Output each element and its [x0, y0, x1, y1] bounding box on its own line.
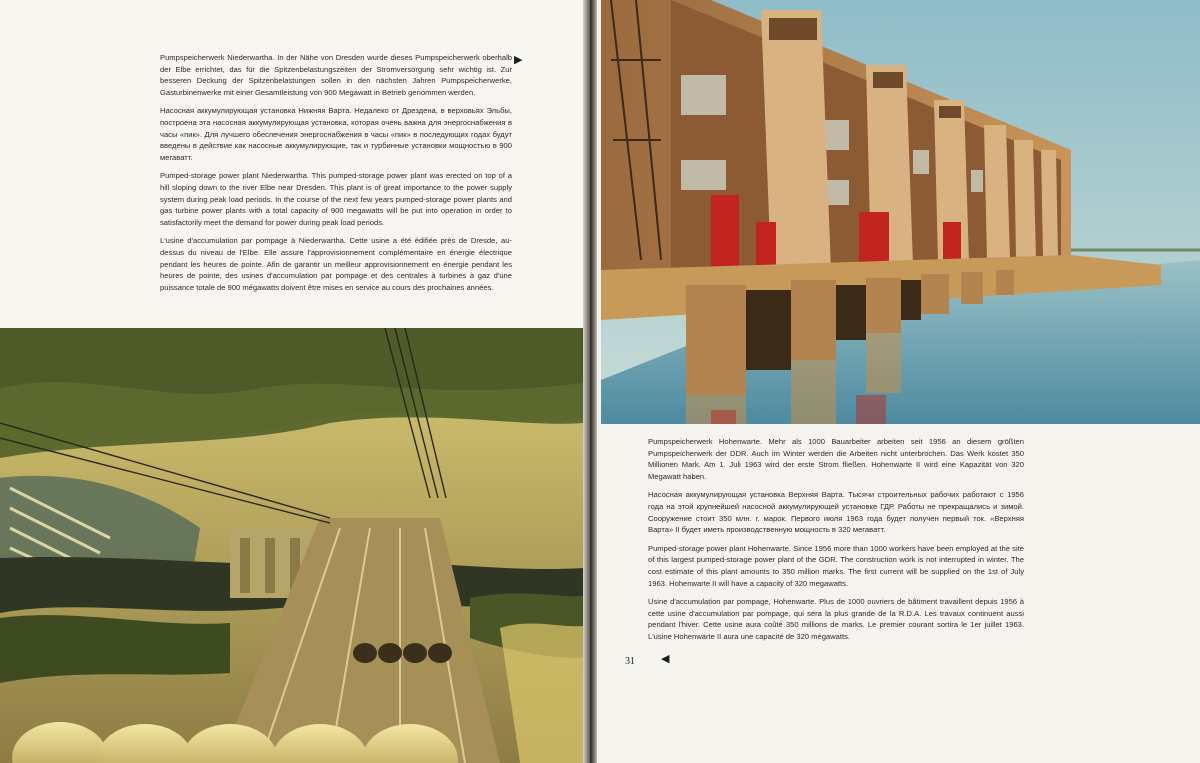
left-paragraph-french: L'usine d'accumulation par pompage à Niederwartha. Cette usine a été édifiée près de Dresde, au-dessus du niveau de l'Elbe. Elle assure l'approvisionnement complémentaire en énergie électrique pendant les heures de pointe. Afin de garantir un meilleur approvisionnement en énergie pendant les heures de pointe, des usines d'accumulation par pompage et des centrales à turbines à gaz d'une puissance totale de 900 mégawatts doivent être mises en service au cours des prochaines années.: [160, 236, 512, 292]
right-text-column: [648, 436, 1024, 650]
right-paragraph-french: Usine d'accumulation par pompage, Hohenwarte. Plus de 1000 ouvriers de bâtiment travaillent depuis 1956 à cette usine d'accumulation par pompage, qui sera la plus grande de la R.D.A. Les travaux continuent aussi pendant l'hiver. Cette usine aura coûté 350 millions de marks. Le premier courant sortira le 1er juillet 1963. L'usine Hohenwarte II aura une capacité de 320 mégawatts.: [648, 597, 1024, 641]
triangle-right-icon: ▶: [514, 54, 523, 66]
book-gutter: [583, 0, 597, 763]
page-number: 31: [625, 656, 635, 667]
right-paragraph-german: Pumpspeicherwerk Hohenwarte. Mehr als 1000 Bauarbeiter arbeiten seit 1956 an diesem größten Pumpspeicherwerk der DDR. Auch im Winter werden die Arbeiten nicht unterbrochen. Das Werk kostet 350 Millionen Mark. Am 1. Juli 1963 wird der erste Strom fließen. Hohenwarte II wird eine Kapazität von 320 Megawatt haben.: [648, 437, 1024, 481]
right-paragraph-english: Pumped-storage power plant Hohenwarte. Since 1956 more than 1000 workers have been employed at the site of this largest pumped-storage power plant of the GDR. The construction work is not interrupted in winter. The cost estimate of this plant amounts to 350 million marks. The first current will be supplied on the 1st of July 1963. Hohenwarte II will have a capacity of 320 megawatts.: [648, 543, 1024, 588]
left-paragraph-english: Pumped-storage power plant Niederwartha. This pumped-storage power plant was erected on top of a hill sloping down to the river Elbe near Dresden. This plant is of great importance to the power supply system during peak load periods. In the course of the next few years pumped-storage power plants and gas turbine power plants with a total capacity of 900 megawatts will be put into operation in order to satisfactorily meet the demand for power during peak load periods.: [160, 171, 512, 227]
left-paragraph-russian: Насосная аккумулирующая установка Нижняя Варта. Недалеко от Дрездена, в верховьях Эльбы, построена эта насосная аккумулирующая установка, которая очень важна для энергоснабжения в часы «пик». Для лучшего обеспечения энергоснабжения в часы «пик» в последующих годах будут введены в действие как насосные аккумулирующие, так и турбинные установки мощностью в 900 мегаватт.: [160, 106, 512, 162]
left-paragraph-german: Pumpspeicherwerk Niederwartha. In der Nähe von Dresden wurde dieses Pumpspeicherwerk oberhalb der Elbe errichtet, das für die Spitzenbelastungszeiten der Stromversorgung sehr wichtig ist. Zur besseren Deckung der Spitzenbelastungen sollen in den nächsten Jahren Pumpspeicherwerke, Gasturbinenwerke mit einer Gesamtleistung von 900 Megawatt in Betrieb genommen werden.: [160, 53, 512, 97]
photo-niederwartha-plant: [601, 0, 1200, 424]
left-text-column: [160, 52, 512, 300]
triangle-left-icon: ◀: [661, 653, 670, 665]
photo-hohenwarte-construction: [0, 328, 583, 763]
right-paragraph-russian: Насосная аккумулирующая установка Верхняя Варта. Тысячи строительных рабочих работают с 1956 года на этой крупнейшей насосной аккумулирующей установке ГДР. Работы не прекращались и зимой. Сооружение стоит 350 млн. г. марок. Первого июля 1963 года будет получен первый ток. «Верхняя Варта» II будет иметь производственную мощность в 320 мегаватт.: [648, 490, 1024, 535]
